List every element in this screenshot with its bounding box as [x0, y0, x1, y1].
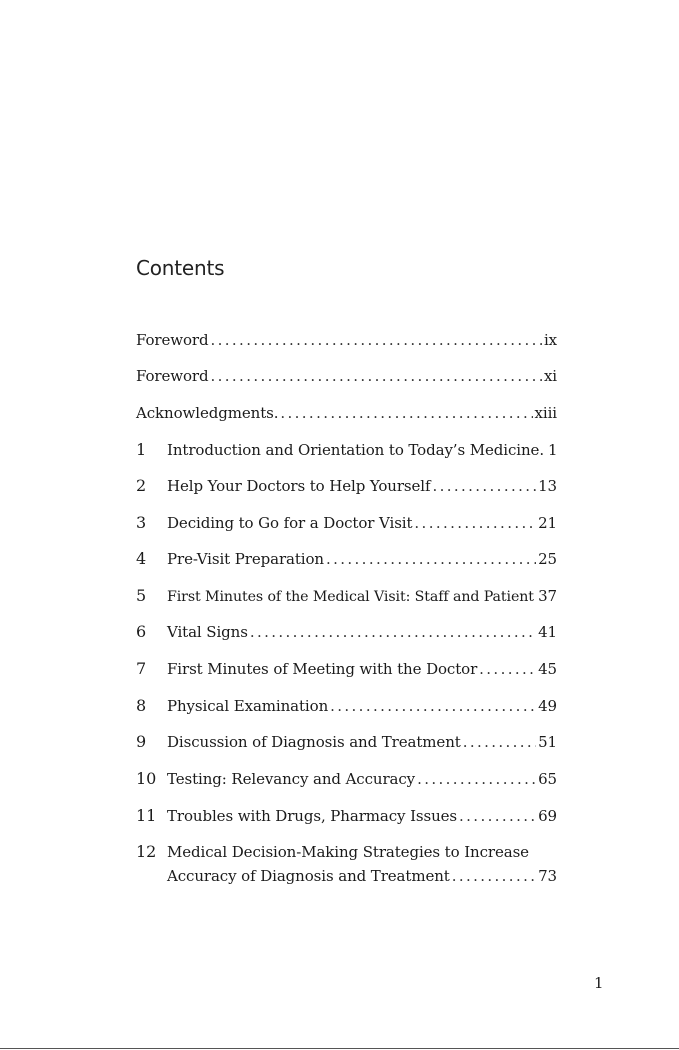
- toc-entry-page: 49: [538, 697, 557, 715]
- dot-leader: [326, 550, 536, 568]
- toc-entry-title: Testing: Relevancy and Accuracy: [167, 770, 416, 788]
- toc-entry-page: 25: [538, 550, 557, 568]
- chapter-number: 5: [136, 586, 147, 605]
- chapter-number: 6: [136, 622, 147, 641]
- chapter-number: 11: [136, 806, 157, 825]
- toc-entry-title: Discussion of Diagnosis and Treatment: [167, 733, 461, 751]
- chapter-number: 1: [136, 440, 147, 459]
- toc-entry-title: Help Your Doctors to Help Yourself: [167, 477, 431, 495]
- chapter-number: 4: [136, 549, 147, 568]
- dot-leader: [463, 733, 536, 751]
- toc-entry-title: Troubles with Drugs, Pharmacy Issues: [167, 807, 458, 825]
- toc-entry-page: 1: [548, 441, 558, 459]
- toc-entry-page: xi: [543, 367, 557, 385]
- dot-leader: [280, 404, 532, 422]
- toc-entry-page: 41: [538, 623, 557, 641]
- contents-heading: Contents: [136, 256, 225, 280]
- toc-entry-page: 13: [538, 477, 557, 495]
- dot-leader: [432, 477, 536, 495]
- toc-entry-title: Introduction and Orientation to Today’s Medicine.: [167, 441, 544, 459]
- chapter-number: 7: [136, 659, 147, 678]
- toc-entry-title: First Minutes of the Medical Visit: Staff and Patient: [167, 589, 534, 605]
- chapter-number: 3: [136, 513, 147, 532]
- toc-entry-page: 65: [538, 770, 557, 788]
- toc-entry-page: 73: [538, 867, 557, 885]
- toc-entry-title: Pre-Visit Preparation: [167, 550, 324, 568]
- toc-entry-title: Physical Examination: [167, 697, 329, 715]
- chapter-number: 2: [136, 476, 147, 495]
- toc-entry-title: Acknowledgments.: [136, 404, 279, 422]
- toc-entry-page: 21: [538, 514, 557, 532]
- toc-entry-page: 69: [538, 807, 557, 825]
- toc-entry-title: Foreword: [136, 367, 209, 385]
- dot-leader: [211, 367, 542, 385]
- toc-entry-title: Foreword: [136, 331, 209, 349]
- toc-entry-page: 45: [538, 660, 557, 678]
- page-bottom-rule: [0, 1048, 679, 1049]
- page-number: 1: [594, 974, 604, 992]
- toc-entry-title: Vital Signs: [167, 623, 248, 641]
- chapter-number: 12: [136, 842, 157, 861]
- dot-leader: [417, 770, 536, 788]
- dot-leader: [211, 331, 542, 349]
- dot-leader: [330, 697, 536, 715]
- dot-leader: [479, 660, 536, 678]
- toc-entry-title: Deciding to Go for a Doctor Visit: [167, 514, 413, 532]
- chapter-number: 10: [136, 769, 157, 788]
- chapter-number: 9: [136, 732, 147, 751]
- dot-leader: [250, 623, 536, 641]
- chapter-number: 8: [136, 696, 147, 715]
- toc-entry-title: Accuracy of Diagnosis and Treatment: [167, 867, 450, 885]
- toc-entry-page: 51: [538, 733, 557, 751]
- dot-leader: [459, 807, 536, 825]
- dot-leader: [414, 514, 536, 532]
- dot-leader: [452, 867, 536, 885]
- toc-entry-page: ix: [543, 331, 557, 349]
- toc-entry-title-line-1: Medical Decision-Making Strategies to Increase: [167, 843, 529, 861]
- toc-entry-page: 37: [538, 587, 557, 605]
- toc-entry-page: xiii: [534, 404, 557, 422]
- toc-entry-chapter-12[interactable]: [136, 843, 557, 887]
- toc-entry-title: First Minutes of Meeting with the Doctor: [167, 660, 478, 678]
